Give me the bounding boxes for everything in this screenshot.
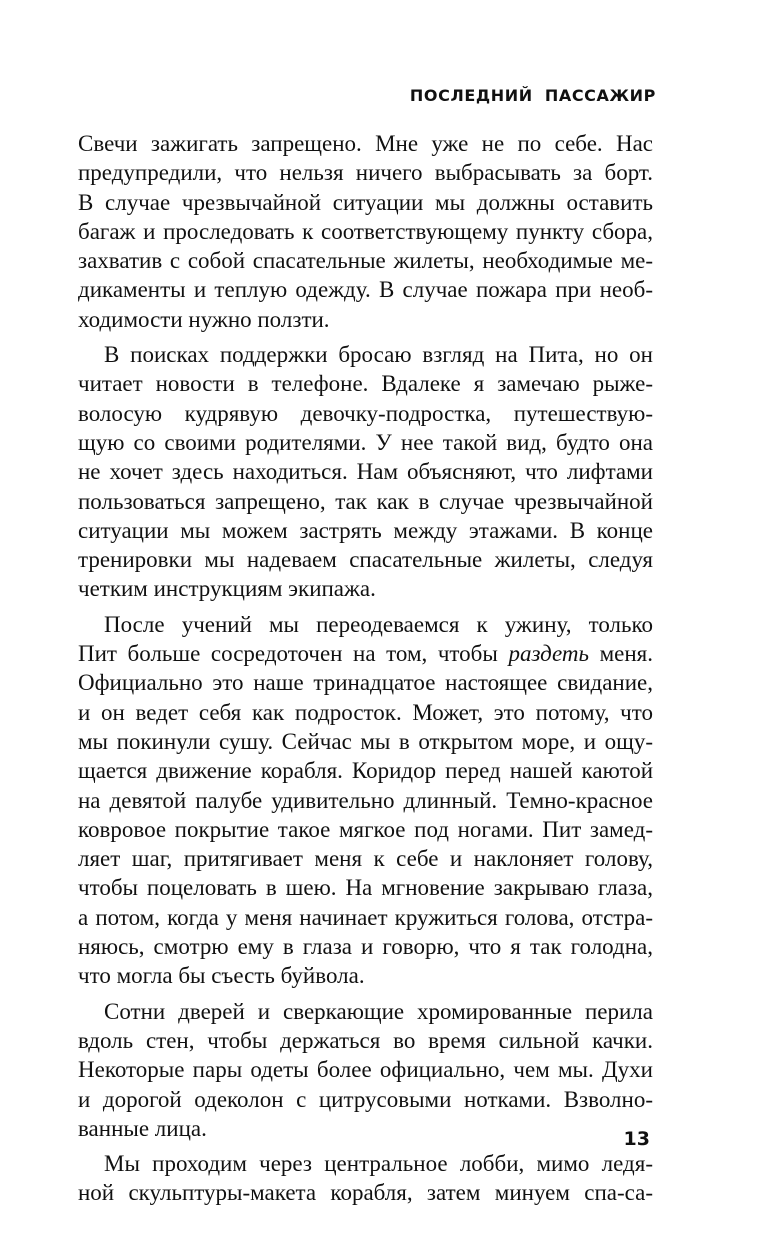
text-line: ситуации мы можем застрять между этажами. В конце — [78, 517, 653, 543]
text-line: ковровое покрытие такое мягкое под ногами. Пит замед- — [78, 816, 653, 842]
text-line: четким инструкциям экипажа. — [78, 576, 376, 602]
text-line: щую со своими родителями. У нее такой вид, будто она — [78, 429, 653, 455]
text-line: и он ведет себя как подросток. Может, это потому, что — [78, 699, 653, 725]
paragraph — [78, 340, 653, 604]
paragraph — [78, 1149, 653, 1208]
text-line: Официально это наше тринадцатое настоящее свидание, — [78, 670, 653, 696]
text-line: а потом, когда у меня начинает кружиться голова, отстра- — [78, 904, 653, 930]
page-number: 13 — [623, 1128, 650, 1150]
text-line: Сотни дверей и сверкающие хромированные перила — [104, 998, 653, 1024]
text-line: пользоваться запрещено, так как в случае чрезвычайной — [78, 488, 653, 514]
paragraph — [78, 997, 653, 1143]
running-header: ПОСЛЕДНИЙ ПАССАЖИР — [409, 86, 656, 105]
text-line — [78, 639, 653, 668]
text-line: что могла бы съесть буйвола. — [78, 963, 365, 989]
text-line: В поисках поддержки бросаю взгляд на Пита, но он — [104, 342, 653, 368]
text-line: дикаменты и теплую одежду. В случае пожара при необ- — [78, 277, 653, 303]
text-line: Свечи зажигать запрещено. Мне уже не по себе. Нас — [78, 131, 653, 156]
text-line: щается движение корабля. Коридор перед нашей каютой — [78, 758, 653, 784]
text-line: ной скульптуры-макета корабля, затем минуем спа-са- — [78, 1180, 653, 1206]
text-line: Мы проходим через центральное лобби, мимо ледя- — [104, 1151, 653, 1177]
italic-word: раздеть — [508, 641, 590, 667]
text-line: и дорогой одеколон с цитрусовыми нотками. Взволно- — [78, 1086, 653, 1112]
text-line: вдоль стен, чтобы держаться во время сильной качки. — [78, 1027, 653, 1053]
text-line: багаж и проследовать к соответствующему пункту сбора, — [78, 218, 653, 244]
text-line: читает новости в телефоне. Вдалеке я замечаю рыже- — [78, 371, 653, 397]
text-line: предупредили, что нельзя ничего выбрасывать за борт. — [78, 160, 653, 186]
paragraph — [78, 610, 653, 991]
text-line: ляет шаг, притягивает меня к себе и наклоняет голову, — [78, 846, 653, 872]
text-line: В случае чрезвычайной ситуации мы должны оставить — [78, 189, 653, 215]
body-text — [78, 129, 653, 1208]
text-segment: Пит больше сосредоточен на том, чтобы — [78, 641, 509, 667]
text-line: ходимости нужно ползти. — [78, 306, 330, 332]
text-line: на девятой палубе удивительно длинный. Темно-красное — [78, 787, 653, 813]
text-line: не хочет здесь находиться. Нам объясняют, что лифтами — [78, 459, 653, 485]
text-line: волосую кудрявую девочку-подростка, путешествую- — [78, 400, 653, 426]
text-line: захватив с собой спасательные жилеты, необходимые ме- — [78, 248, 653, 274]
paragraph — [78, 129, 653, 334]
text-line: тренировки мы надеваем спасательные жилеты, следуя — [78, 547, 653, 573]
text-line: ванные лица. — [78, 1115, 207, 1141]
text-line: После учений мы переодеваемся к ужину, только — [104, 611, 653, 637]
text-line: няюсь, смотрю ему в глаза и говорю, что я так голодна, — [78, 934, 653, 960]
text-line: мы покинули сушу. Сейчас мы в открытом море, и ощу- — [78, 728, 653, 754]
text-segment: меня. — [589, 641, 654, 667]
text-line: Некоторые пары одеты более официально, чем мы. Духи — [78, 1057, 653, 1083]
text-line: чтобы поцеловать в шею. На мгновение закрываю глаза, — [78, 875, 653, 901]
